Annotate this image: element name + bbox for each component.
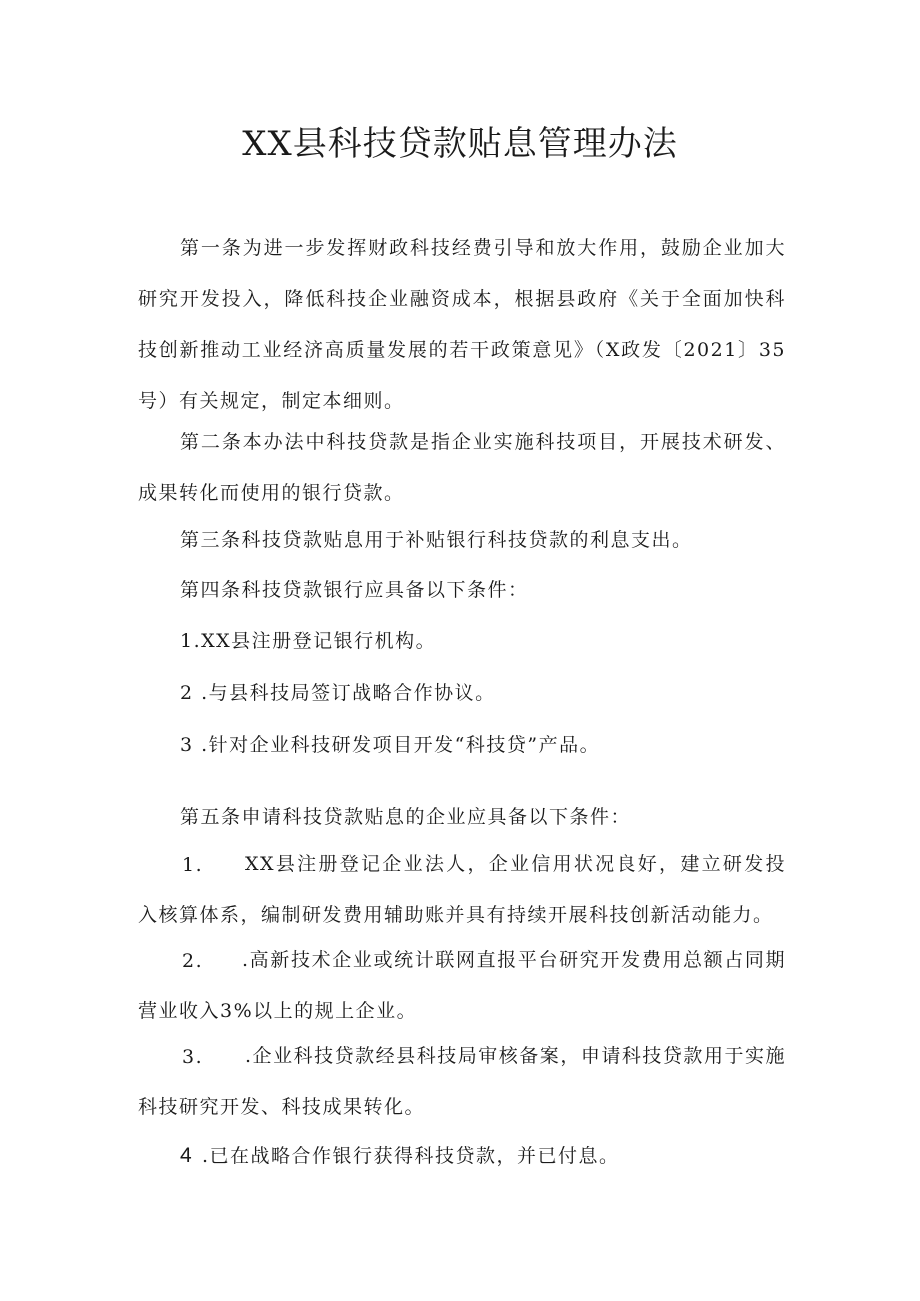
article-5-item-text: .已在战略合作银行获得科技贷款，并已付息。 (202, 1145, 620, 1167)
article-1: 第一条为进一步发挥财政科技经费引导和放大作用，鼓励企业加大研究开发投入，降低科技企业融资成本，根据县政府《关于全面加快科技创新推动工业经济高质量发展的若干政策意见》（X政发〔2021〕35号）有关规定，制定本细则。 (138, 237, 786, 412)
article-4-item: 2 .与县科技局签订战略合作协议。 (180, 682, 496, 704)
article-5-item-number: 3. (182, 1046, 204, 1068)
article-4-item: 3 .针对企业科技研发项目开发“科技贷”产品。 (180, 734, 601, 756)
article-4-item: 1.XX县注册登记银行机构。 (180, 630, 437, 652)
article-5-item-number: 2. (182, 950, 204, 972)
article-3: 第三条科技贷款贴息用于补贴银行科技贷款的利息支出。 (180, 529, 693, 551)
article-5-item-text: .高新技术企业或统计联网直报平台研究开发费用总额占同期营业收入3%以上的规上企业。 (138, 949, 786, 1022)
article-5-item-number: 1. (182, 854, 204, 876)
article-2: 第二条本办法中科技贷款是指企业实施科技项目，开展技术研发、成果转化而使用的银行贷款。 (138, 431, 786, 504)
article-5-item-text: .企业科技贷款经县科技局审核备案，申请科技贷款用于实施科技研究开发、科技成果转化。 (138, 1045, 786, 1118)
document-title: XX县科技贷款贴息管理办法 (242, 124, 678, 164)
article-5-heading: 第五条申请科技贷款贴息的企业应具备以下条件： (180, 806, 632, 828)
article-4-heading: 第四条科技贷款银行应具备以下条件： (180, 579, 529, 601)
article-5-item-text: XX县注册登记企业法人，企业信用状况良好，建立研发投入核算体系，编制研发费用辅助账并具有持续开展科技创新活动能力。 (138, 853, 786, 926)
article-5-item-number: 4 (180, 1144, 194, 1167)
